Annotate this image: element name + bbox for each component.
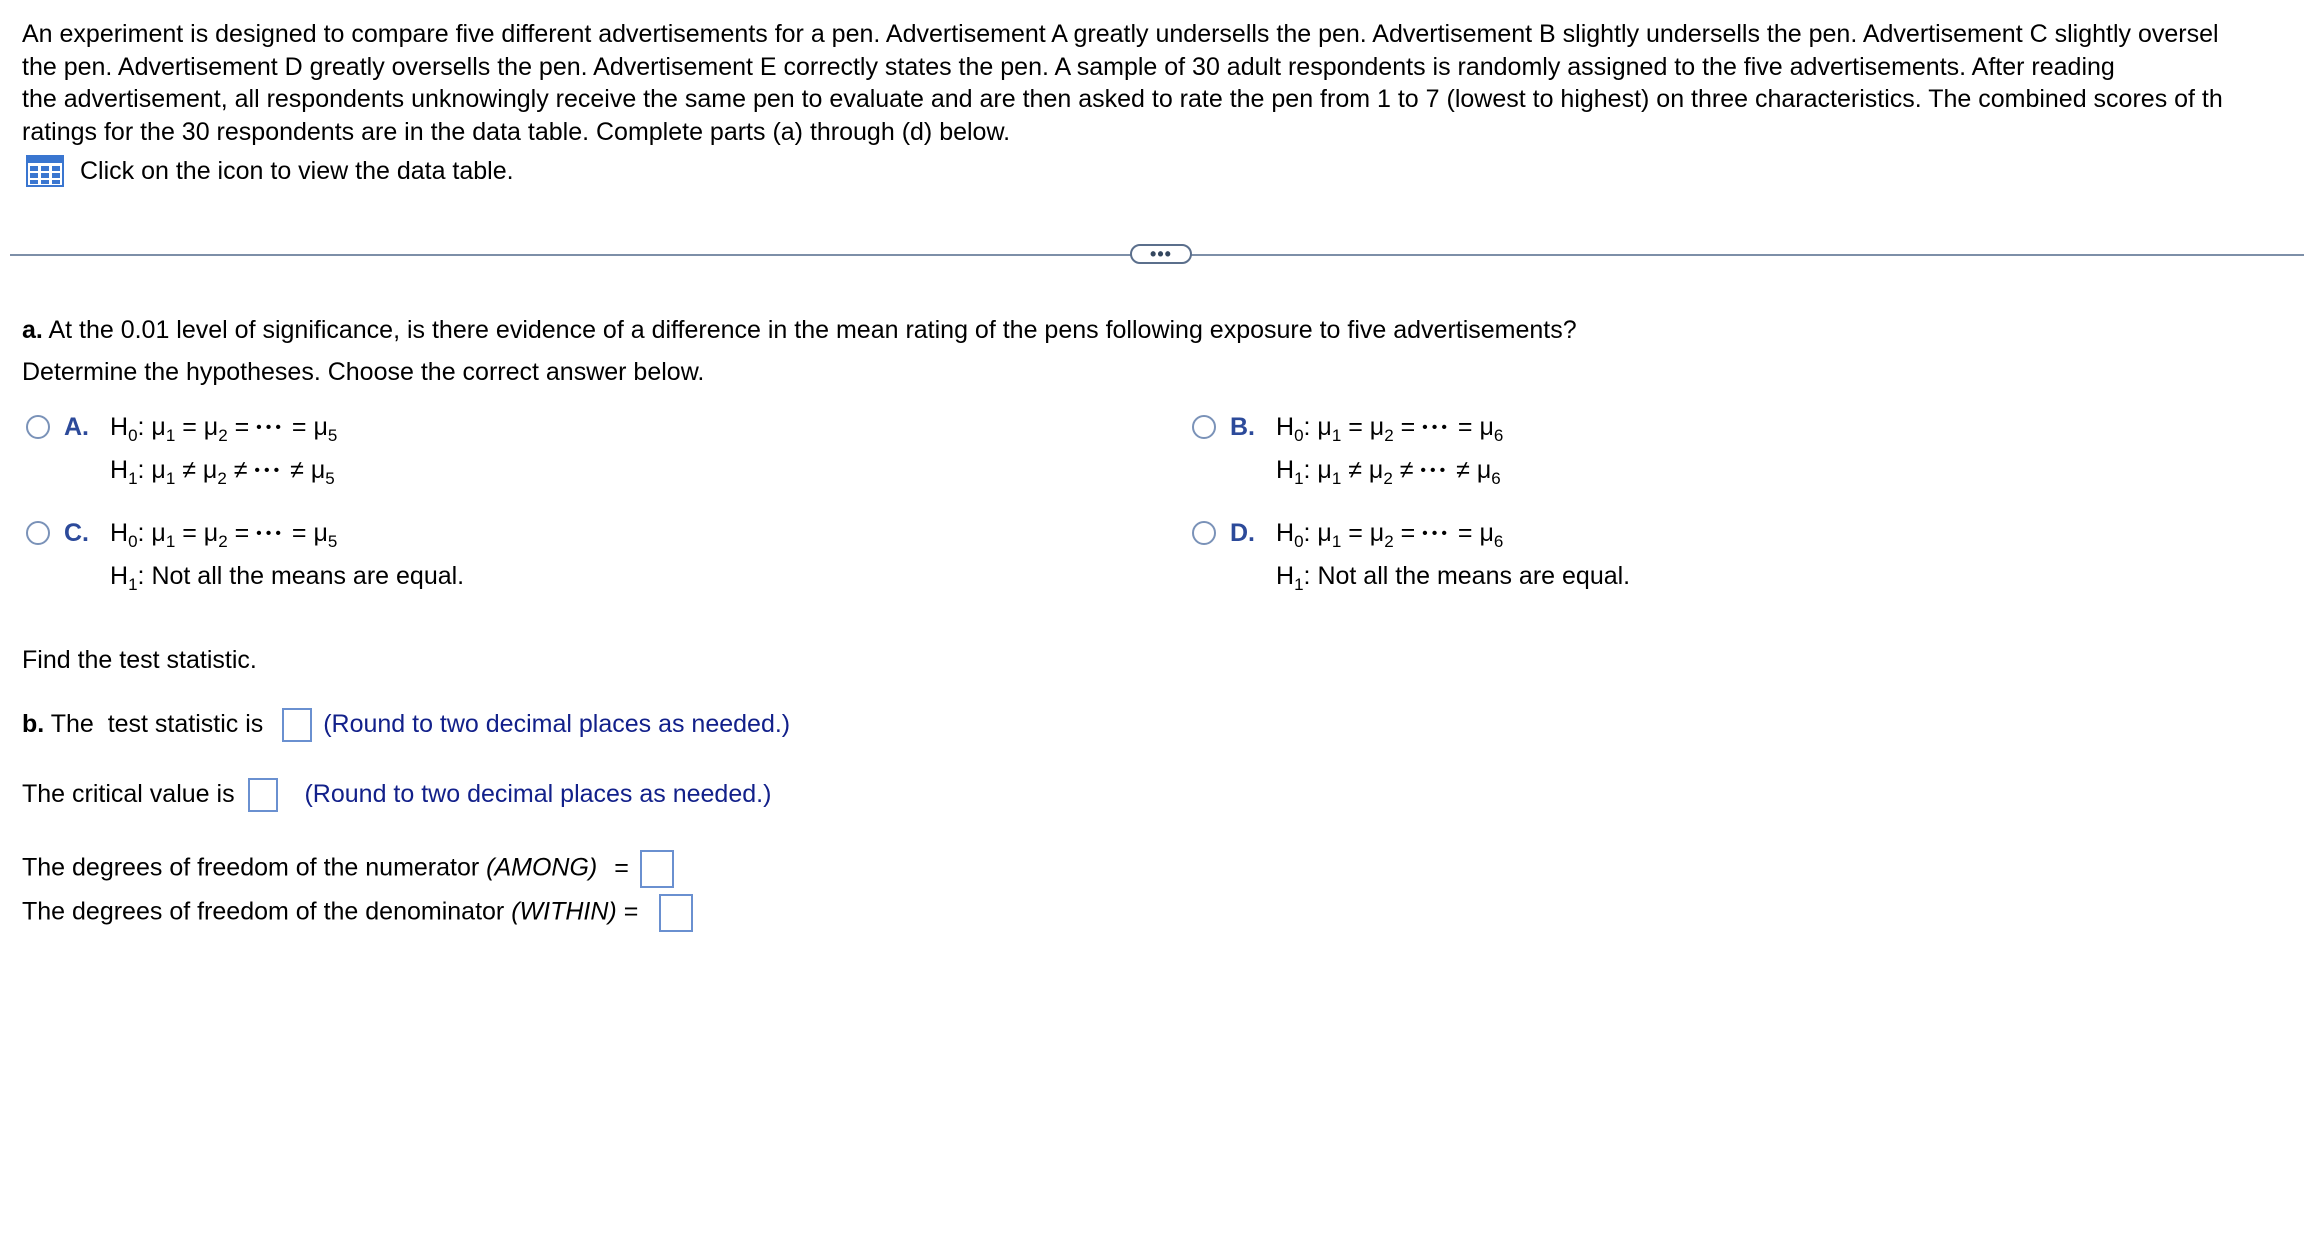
part-a-question: [22, 314, 1577, 346]
option-d-h0: $H_0$: $\mu_1 = \mu_2$ = ••• = $\mu_6$: [1276, 519, 1504, 551]
problem-line: the advertisement, all respondents unknowingly receive the same pen to evaluate and are then asked to rate the pen from 1 to 7 (lowest to highest) on three characteristics. The combined scores of th: [22, 85, 2223, 113]
option-a-radio[interactable]: [26, 415, 50, 439]
option-b-h1: $H_1$: $\mu_1 \ne \mu_2$ ≠ ••• ≠ $\mu_6$: [1276, 456, 1501, 488]
df-denominator-label: The degrees of freedom of the denominator: [22, 897, 505, 926]
df-numerator-equals: =: [614, 853, 629, 882]
df-numerator-label: The degrees of freedom of the numerator: [22, 853, 480, 882]
df-denominator-equals: =: [623, 897, 639, 926]
expand-button[interactable]: •••: [1130, 244, 1192, 264]
option-a-h0: $H_0$: $\mu_1 = \mu_2$ = ••• = $\mu_5$: [110, 413, 338, 445]
data-table-link[interactable]: [26, 154, 514, 188]
option-c-h1: $H_1$: Not all the means are equal.: [110, 562, 465, 594]
data-table-icon[interactable]: [26, 155, 64, 187]
option-c-h0: $H_0$: $\mu_1 = \mu_2$ = ••• = $\mu_5$: [110, 519, 338, 551]
option-a-letter: A.: [64, 413, 89, 441]
option-b-radio[interactable]: [1192, 415, 1216, 439]
critical-value-row: [22, 778, 771, 812]
df-numerator-input[interactable]: [640, 850, 674, 888]
part-b-label: b.: [22, 710, 45, 738]
option-d[interactable]: [1192, 518, 2192, 598]
option-b-h0: $H_0$: $\mu_1 = \mu_2$ = ••• = $\mu_6$: [1276, 413, 1504, 445]
part-a-question-text: At the 0.01 level of significance, is there evidence of a difference in the mean rating of the pens following exposure to five advertisements?: [48, 316, 1577, 344]
problem-line: ratings for the 30 respondents are in the data table. Complete parts (a) through (d) below.: [22, 117, 1011, 146]
problem-line: the pen. Advertisement D greatly oversells the pen. Advertisement E correctly states the pen. A sample of 30 adult respondents is randomly assigned to the five advertisements. After reading: [22, 52, 2115, 81]
test-statistic-input[interactable]: [282, 708, 312, 742]
data-table-link-text: Click on the icon to view the data table.: [80, 156, 514, 185]
option-b[interactable]: [1192, 412, 2192, 492]
hypotheses-prompt: Determine the hypotheses. Choose the correct answer below.: [22, 358, 705, 386]
critical-value-input[interactable]: [248, 778, 278, 812]
test-statistic-label: The test statistic is: [50, 710, 264, 738]
option-d-letter: D.: [1230, 519, 1255, 547]
df-denominator-input[interactable]: [659, 894, 693, 932]
critical-value-label: The critical value is: [22, 780, 235, 808]
critical-value-hint: (Round to two decimal places as needed.): [304, 780, 772, 808]
option-c[interactable]: [26, 518, 1026, 598]
problem-line: An experiment is designed to compare five different advertisements for a pen. Advertisement A greatly undersells the pen. Advertisement B slightly undersells the pen. Advertisement C slightly oversel: [22, 20, 2219, 48]
option-a-h1: $H_1$: $\mu_1 \ne \mu_2$ ≠ ••• ≠ $\mu_5$: [110, 456, 335, 488]
df-numerator-among: (AMONG): [486, 853, 598, 882]
problem-statement: [22, 18, 2304, 148]
option-a[interactable]: [26, 412, 1026, 492]
test-statistic-hint: (Round to two decimal places as needed.): [323, 710, 791, 738]
df-denominator-row: [22, 894, 697, 932]
part-a-label: a.: [22, 316, 43, 344]
part-b-row: [22, 708, 790, 742]
option-c-radio[interactable]: [26, 521, 50, 545]
option-c-letter: C.: [64, 519, 89, 547]
find-test-statistic: Find the test statistic.: [22, 646, 257, 674]
option-d-radio[interactable]: [1192, 521, 1216, 545]
df-denominator-within: (WITHIN): [511, 897, 617, 926]
option-b-letter: B.: [1230, 413, 1255, 441]
option-d-h1: $H_1$: Not all the means are equal.: [1276, 562, 1631, 594]
df-numerator-row: [22, 850, 678, 888]
